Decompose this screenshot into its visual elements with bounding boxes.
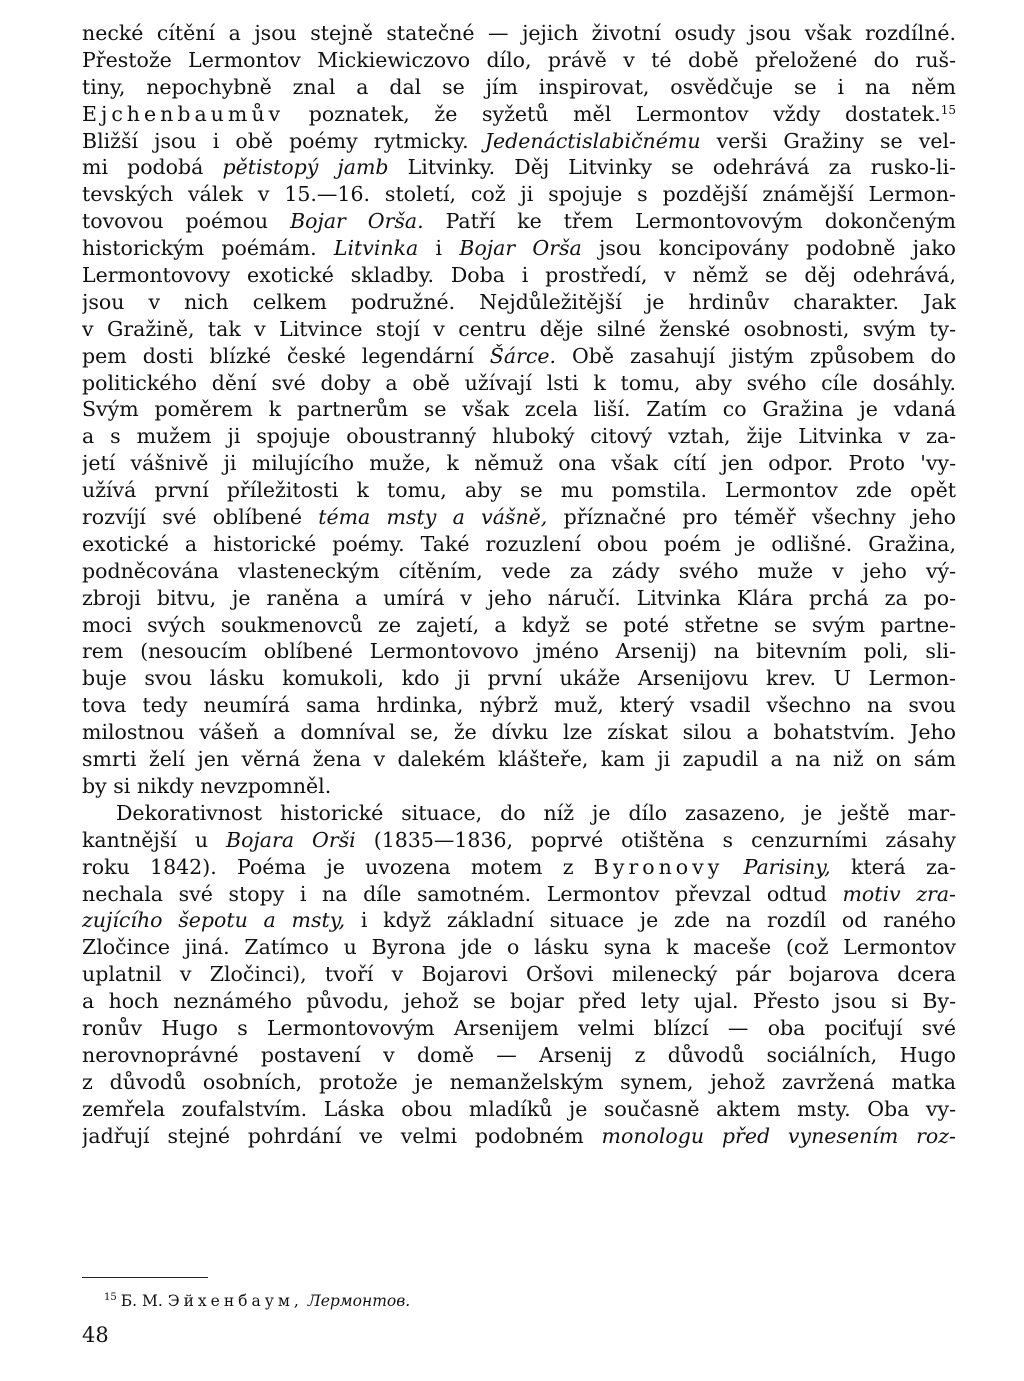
text-line: podněcována vlasteneckým cítěním, vede za zády svého muže v jeho vý- bbox=[82, 558, 956, 583]
text-run: i bbox=[435, 236, 443, 261]
text-line bbox=[82, 504, 956, 531]
text-line: Dekorativnost historické situace, do níž je dílo zasazeno, je ještě mar- bbox=[116, 800, 956, 825]
text-line: užívá první příležitosti k tomu, aby se mu pomstila. Lermontov zde opět bbox=[82, 478, 956, 503]
text-line bbox=[82, 827, 956, 854]
text-line bbox=[82, 154, 956, 181]
italic-title: Bojar Orša. bbox=[290, 209, 424, 234]
footnote bbox=[104, 1290, 410, 1312]
text-run: verši Gražiny se vel- bbox=[716, 128, 956, 153]
italic-term: téma msty a vášně, bbox=[318, 505, 548, 530]
italic-term: pětistopý jamb bbox=[222, 155, 389, 180]
text-run: Bližší jsou i obě poémy rytmicky. bbox=[82, 128, 469, 153]
text-run: mi podobá bbox=[82, 155, 204, 180]
text-run: Litvinky. Děj Litvinky se odehrává za rusko-li- bbox=[407, 155, 956, 180]
text-run: i když základní situace je zde na rozdíl od raného bbox=[360, 908, 956, 933]
text-line: tevských válek v 15.—16. století, což ji spojuje s pozdější známější Lermon- bbox=[82, 182, 956, 207]
italic-title: Bojar Orša bbox=[459, 236, 582, 261]
italic-term: roz- bbox=[916, 1123, 956, 1148]
text-line bbox=[82, 101, 956, 128]
text-line bbox=[82, 1123, 956, 1150]
text-line: v Gražině, tak v Litvince stojí v centru děje silné ženské osobnosti, svým ty- bbox=[82, 316, 956, 341]
footnote-divider bbox=[82, 1277, 208, 1278]
body-text bbox=[82, 20, 956, 1149]
text-line: a s mužem ji spojuje oboustranný hluboký citový vztah, žije Litvinka v za- bbox=[82, 424, 956, 449]
text-line: zbroji bitvu, je raněna a umírá v jeho náručí. Litvinka Klára prchá za po- bbox=[82, 585, 956, 610]
text-run: Obě zasahují jistým způsobem do bbox=[572, 343, 956, 368]
text-run: pem dosti blízké české legendární bbox=[82, 343, 474, 368]
text-run: roku 1842). Poéma je uvozena motem z bbox=[82, 854, 574, 879]
text-run: kantnější u bbox=[82, 827, 209, 852]
text-line bbox=[82, 208, 956, 235]
italic-title: Parisiny, bbox=[743, 854, 831, 879]
text-run: nechala své stopy i na díle samotném. Lermontov převzal odtud bbox=[82, 881, 827, 906]
footnote-initials: Б. М. bbox=[120, 1292, 163, 1310]
text-line bbox=[82, 128, 956, 155]
text-line: tiny, nepochybně znal a dal se jím inspirovat, osvědčuje se i na něm bbox=[82, 74, 956, 99]
text-run: poznatek, že syžetů měl Lermontov vždy dostatek. bbox=[308, 101, 941, 126]
text-line: Svým poměrem k partnerům se však zcela liší. Zatím co Gražina je vdaná bbox=[82, 397, 956, 422]
text-line: uplatnil v Zločinci), tvoří v Bojarovi Oršovi milenecký pár bojarova dcera bbox=[82, 962, 956, 987]
italic-term: monologu před vynesením bbox=[601, 1123, 899, 1148]
italic-name: Šárce. bbox=[489, 343, 556, 368]
text-run: (1835—1836, poprvé otištěna s cenzurními zásahy bbox=[373, 827, 956, 852]
italic-term: motiv zra- bbox=[842, 881, 956, 906]
page-number: 48 bbox=[82, 1323, 109, 1347]
text-run: historickým poémám. bbox=[82, 236, 317, 261]
text-line: politického dění své doby a obě užívají lsti k tomu, aby svého cíle dosáhly. bbox=[82, 370, 956, 395]
text-run: tovovou poémou bbox=[82, 209, 269, 234]
text-line: jetí vášnivě ji milujícího muže, k němuž ona však cítí jen odpor. Proto 'vy- bbox=[82, 451, 956, 476]
text-line bbox=[82, 881, 956, 908]
text-line: rem (nesoucím oblíbené Lermontovovo jméno Arsenij) na bitevním poli, sli- bbox=[82, 639, 956, 664]
text-line: exotické a historické poémy. Také rozuzlení obou poém je odlišné. Gražina, bbox=[82, 531, 956, 556]
text-line: jsou v nich celkem podružné. Nejdůležitější je hrdinův charakter. Jak bbox=[82, 289, 956, 314]
text-line: necké cítění a jsou stejně statečné — jejich životní osudy jsou však rozdílné. bbox=[82, 21, 956, 45]
footnote-reference[interactable]: 15 bbox=[940, 102, 956, 117]
text-run: příznačné pro téměř všechny jeho bbox=[563, 505, 956, 530]
text-line: nerovnoprávné postavení v domě — Arsenij z důvodů sociálních, Hugo bbox=[82, 1042, 956, 1067]
text-line: milostnou vášeň a domníval se, že dívku lze získat silou a bohatstvím. Jeho bbox=[82, 720, 956, 745]
text-run: která za- bbox=[850, 854, 956, 879]
text-run: Patří ke třem Lermontovovým dokončeným bbox=[445, 209, 956, 234]
text-line: Zločince jiná. Zatímco u Byrona jde o lásku syna k maceše (což Lermontov bbox=[82, 935, 956, 960]
italic-title: Litvinka bbox=[333, 236, 419, 261]
text-run: jadřují stejné pohrdání ve velmi podobném bbox=[82, 1123, 584, 1148]
text-line: tova tedy neumírá sama hrdinka, nýbrž muž, který vsadil všechno na svou bbox=[82, 693, 956, 718]
text-line: Přestože Lermontov Mickiewiczovo dílo, právě v té době přeložené do ruš- bbox=[82, 47, 956, 72]
text-line bbox=[82, 854, 956, 881]
text-line: zemřela zoufalstvím. Láska obou mladíků je současně aktem msty. Oba vy- bbox=[82, 1096, 956, 1121]
text-line: buje svou lásku komukoli, kdo ji první ukáže Arsenijovu krev. U Lermon- bbox=[82, 666, 956, 691]
text-run: rozvíjí své oblíbené bbox=[82, 505, 302, 530]
footnote-number: 15 bbox=[104, 1292, 117, 1303]
text-line: Lermontovovy exotické skladby. Doba i prostředí, v němž se děj odehrává, bbox=[82, 263, 956, 288]
text-line bbox=[82, 907, 956, 934]
text-line: by si nikdy nevzpomněl. bbox=[82, 773, 332, 798]
text-line: a hoch neznámého původu, jehož se bojar před lety ujal. Přesto jsou si By- bbox=[82, 989, 956, 1014]
italic-term: zujícího šepotu a msty, bbox=[82, 908, 346, 933]
text-line bbox=[82, 343, 956, 370]
spaced-author-name: Byronovy bbox=[593, 854, 724, 879]
spaced-author-name: Ejchenbaumův bbox=[82, 101, 285, 126]
italic-title: Bojara Orši bbox=[226, 827, 356, 852]
text-run: jsou koncipovány podobně jako bbox=[599, 236, 956, 261]
footnote-author: Эйхенбаум, bbox=[167, 1292, 303, 1310]
footnote-title: Лермонтов. bbox=[307, 1292, 411, 1310]
text-line bbox=[82, 235, 956, 262]
italic-term: Jedenáctislabičnému bbox=[484, 128, 701, 153]
text-line: smrti želí jen věrná žena v dalekém klášteře, kam ji zapudil a na niž on sám bbox=[82, 747, 956, 772]
text-line: ronův Hugo s Lermontovovým Arsenijem velmi blízcí — oba pociťují své bbox=[82, 1015, 956, 1040]
text-line: z důvodů osobních, protože je nemanželským synem, jehož zavržená matka bbox=[82, 1069, 956, 1094]
text-line: moci svých soukmenovců ze zajetí, a když se poté střetne se svým partne- bbox=[82, 612, 956, 637]
